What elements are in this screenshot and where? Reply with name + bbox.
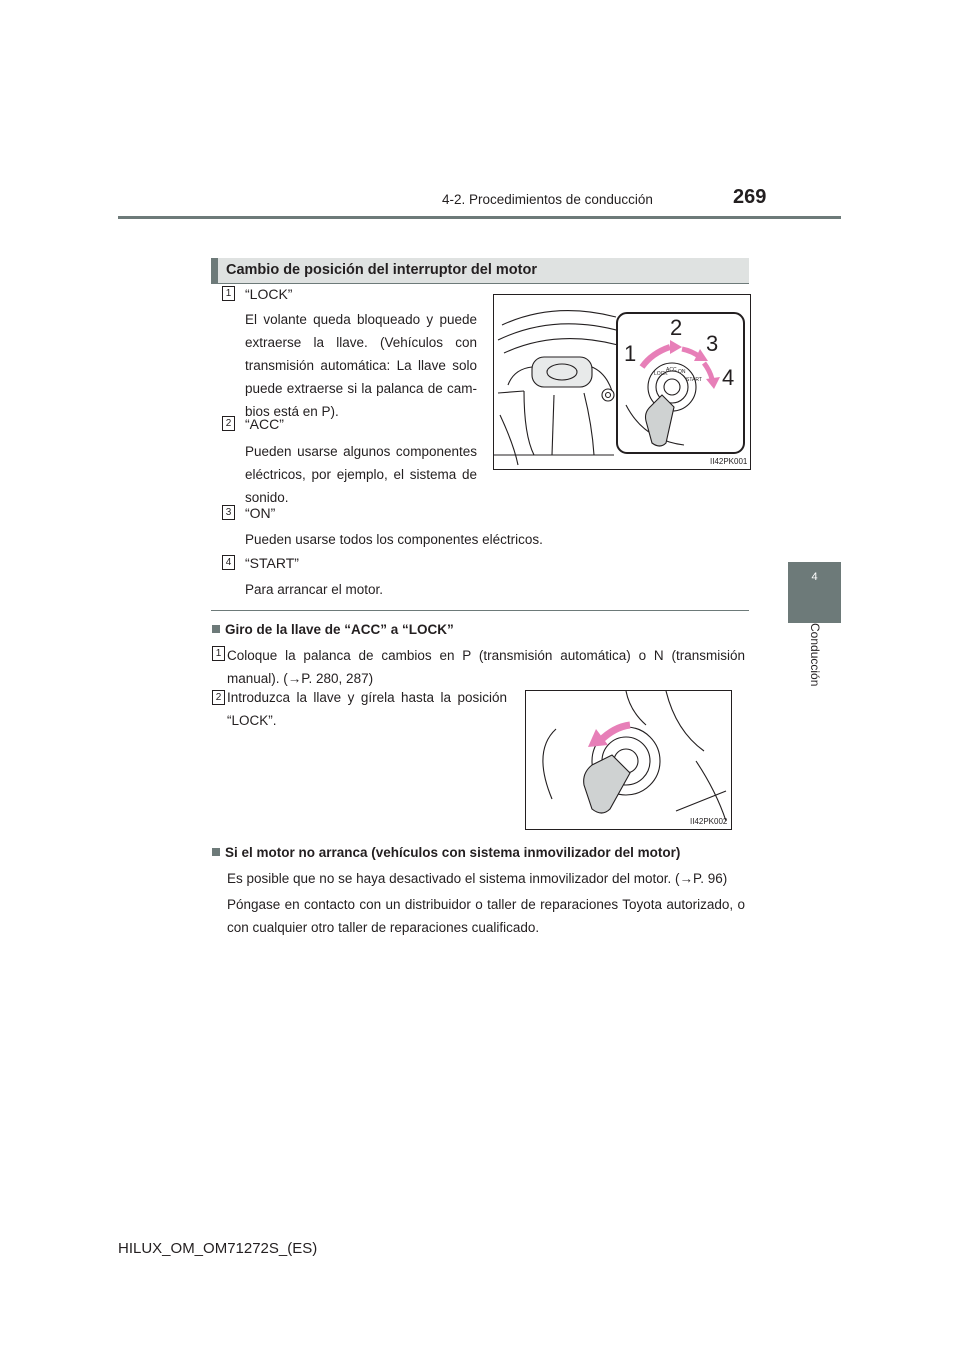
step-text-1-line: Coloque la palanca de cambios en P (transmisión automática) o N (transmisión: [227, 648, 745, 663]
chapter-label: Conducción: [808, 623, 822, 687]
no-arranca-para-2-line: con cualquier otro taller de reparaciones cualificado.: [227, 920, 540, 935]
ignition-figure-1: [493, 294, 751, 470]
item-desc-2-line: eléctricos, por ejemplo, el sistema de: [245, 467, 477, 482]
item-desc-1-line: bios está en P).: [245, 404, 339, 419]
item-number-1: 1: [222, 286, 235, 301]
bullet-square-icon: [212, 625, 220, 633]
chapter-tab: [788, 562, 841, 623]
step-text-1-line: manual). (→P. 280, 287): [227, 671, 374, 686]
item-desc-1-line: extraerse la llave. (Vehículos con: [245, 335, 477, 350]
chapter-number: 4: [811, 571, 818, 583]
item-desc-2: [245, 440, 477, 509]
key-label-acc: ACC: [666, 367, 677, 373]
no-arranca-para-2-line: Póngase en contacto con un distribuidor o taller de reparaciones Toyota autorizado, o: [227, 897, 745, 912]
chapter-label-wrap: [808, 623, 822, 703]
key-label-lock: LOCK: [654, 371, 668, 377]
item-desc-3: Pueden usarse todos los componentes eléctricos.: [245, 532, 543, 547]
item-number-4: 4: [222, 555, 235, 570]
header-section-title: 4-2. Procedimientos de conducción: [442, 192, 653, 207]
item-desc-1: [245, 308, 477, 423]
bullet-square-icon: [212, 848, 220, 856]
item-number-2: 2: [222, 416, 235, 431]
no-arranca-para-1: Es posible que no se haya desactivado el sistema inmovilizador del motor. (→P. 96): [227, 871, 728, 886]
item-title-1: “LOCK”: [245, 286, 293, 302]
footer-model-code: HILUX_OM_OM71272S_(ES): [118, 1240, 318, 1257]
giro-heading-text: Giro de la llave de “ACC” a “LOCK”: [225, 622, 454, 637]
step-number-2: 2: [212, 690, 225, 705]
ignition-illustration-1: [494, 295, 750, 469]
item-title-2: “ACC”: [245, 416, 284, 432]
header-rule: [118, 216, 841, 219]
key-label-on: ON: [678, 369, 686, 375]
giro-heading: [212, 622, 454, 637]
section-heading-bar: [211, 258, 218, 283]
no-arranca-para-2: [227, 893, 745, 939]
step-text-2: [227, 686, 507, 732]
step-number-1: 1: [212, 646, 225, 661]
callout-4: 4: [722, 365, 735, 390]
ignition-figure-2: [525, 690, 732, 830]
item-desc-1-line: puede extraerse si la palanca de cam-: [245, 381, 477, 396]
item-desc-4: Para arrancar el motor.: [245, 582, 384, 597]
ignition-illustration-2: [526, 691, 731, 829]
key-label-start: START: [686, 377, 702, 383]
item-title-3: “ON”: [245, 505, 276, 521]
callout-1: 1: [624, 341, 637, 366]
callout-3: 3: [706, 331, 719, 356]
step-text-2-line: “LOCK”.: [227, 713, 277, 728]
figure-code-1: II42PK001: [710, 457, 748, 466]
item-title-4: “START”: [245, 555, 299, 571]
no-arranca-heading: [212, 845, 680, 860]
item-desc-2-line: sonido.: [245, 490, 289, 505]
page-number: 269: [733, 186, 767, 208]
step-text-1: [227, 644, 745, 690]
section-heading-title: Cambio de posición del interruptor del motor: [226, 262, 537, 278]
figure-code-2: II42PK002: [690, 817, 728, 826]
item-desc-1-line: transmisión automática: La llave solo: [245, 358, 477, 373]
section-divider: [211, 610, 749, 611]
section-heading: [211, 258, 749, 284]
step-text-2-line: Introduzca la llave y gírela hasta la posición: [227, 690, 507, 705]
item-desc-1-line: El volante queda bloqueado y puede: [245, 312, 477, 327]
callout-2: 2: [670, 315, 683, 340]
no-arranca-heading-text: Si el motor no arranca (vehículos con sistema inmovilizador del motor): [225, 845, 681, 860]
item-number-3: 3: [222, 505, 235, 520]
item-desc-2-line: Pueden usarse algunos componentes: [245, 444, 477, 459]
